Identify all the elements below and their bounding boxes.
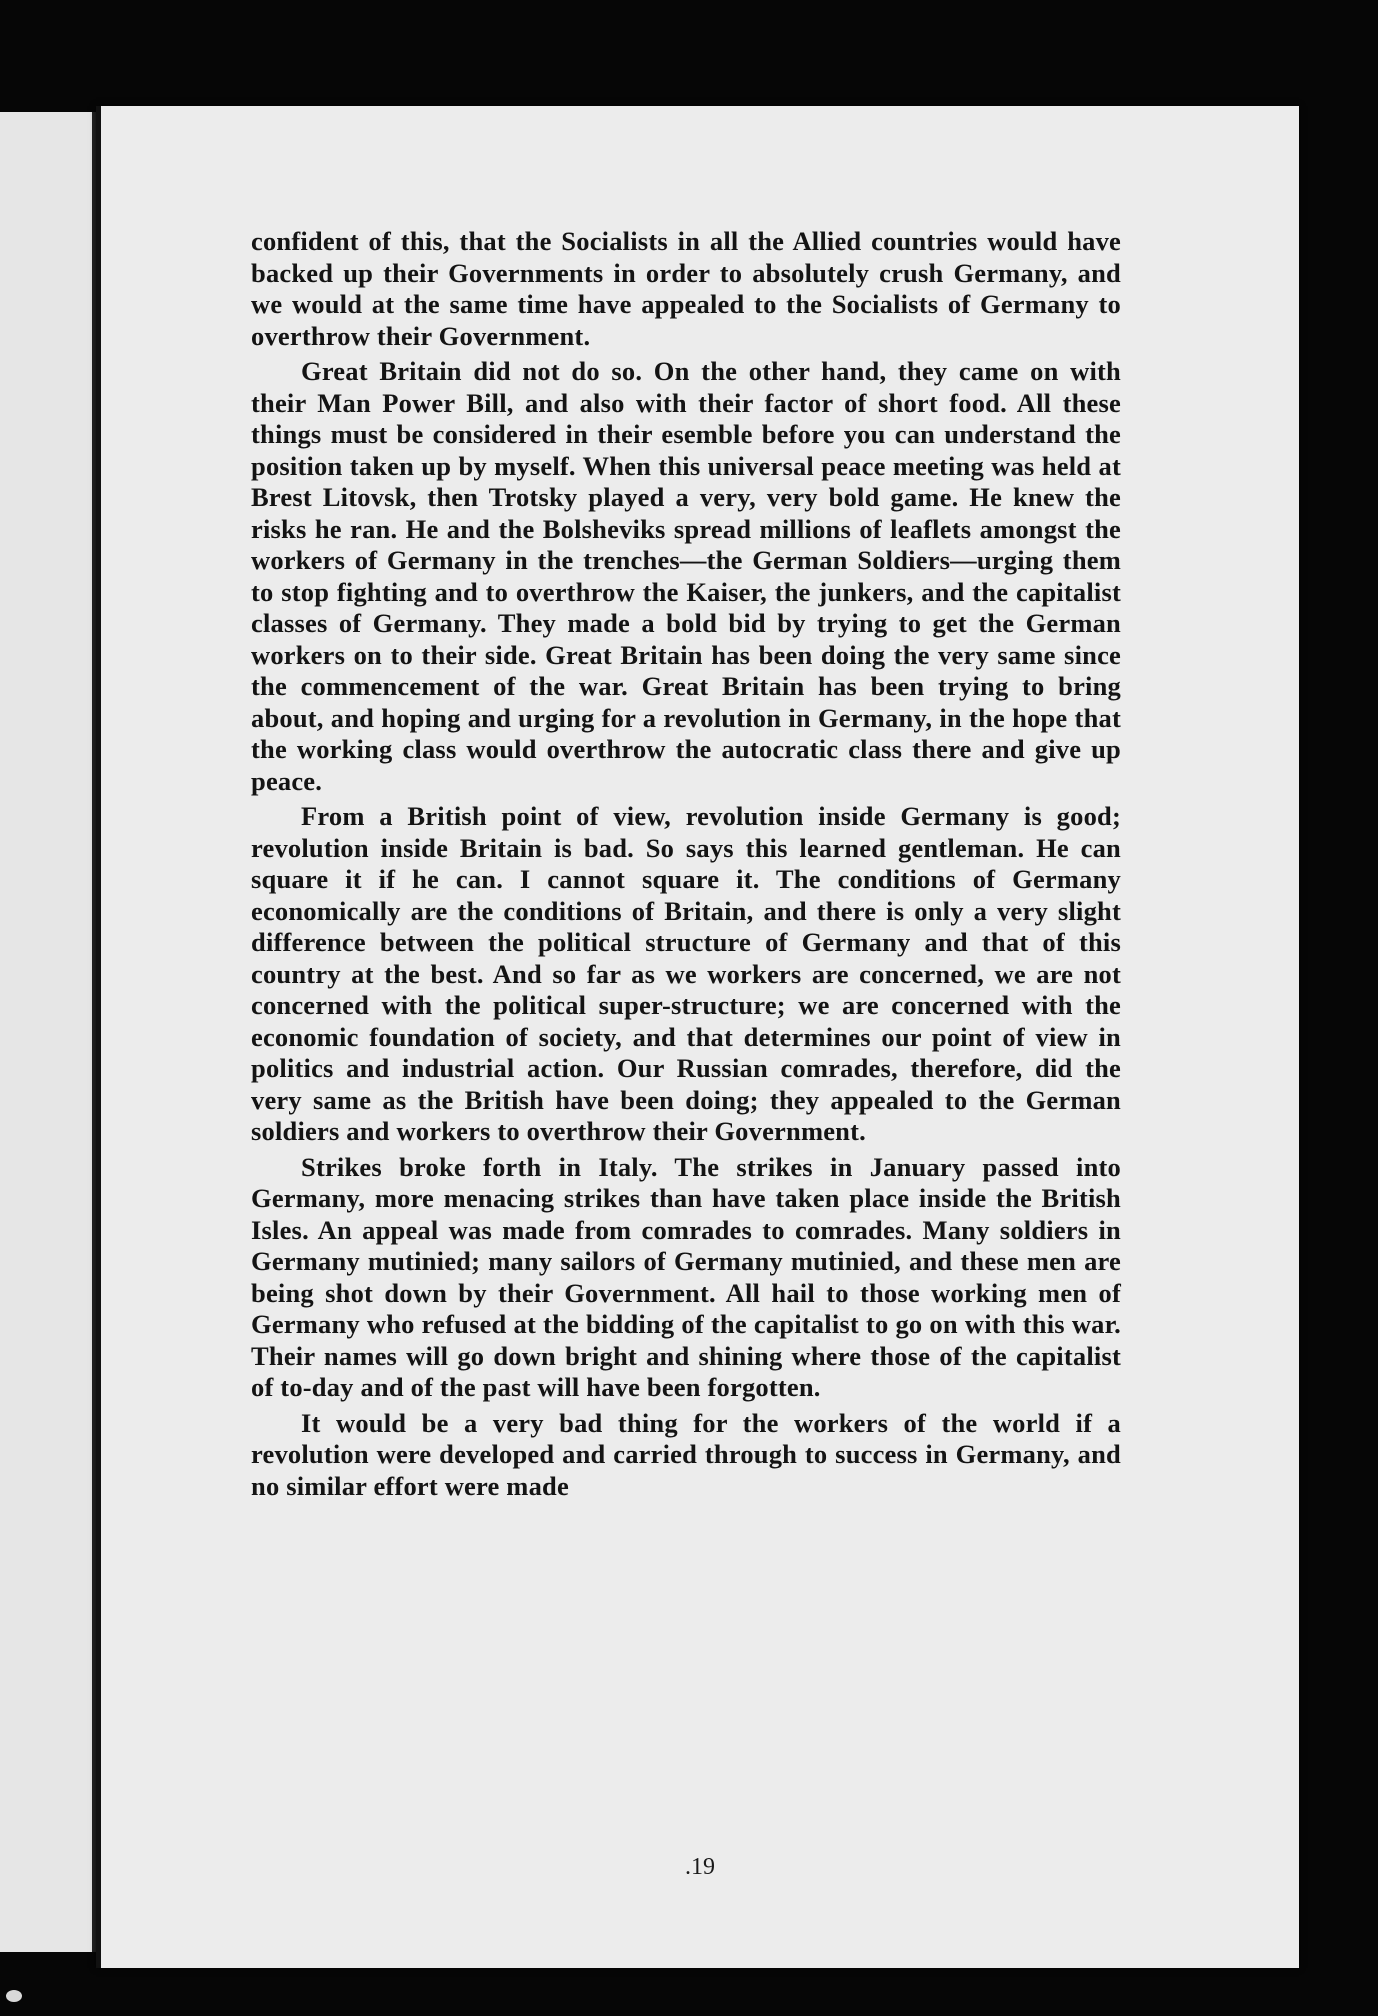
body-text [251,226,1121,1502]
paragraph-1: confident of this, that the Socialists in all the Allied countries would have backed up their Governments in order to absolutely crush Germany, and we would at the same time have appealed to the Socialists of Germany to overthrow their Government. [251,226,1121,351]
previous-page-edge [0,112,96,1952]
scan-artifact [6,1990,22,2002]
paragraph-3: From a British point of view, revolution inside Germany is good; revolution inside Britain is bad. So says this learned gentleman. He can square it if he can. I cannot square it. The conditions of Germany economically are the conditions of Britain, and there is only a very slight difference between the political structure of Germany and that of this country at the best. And so far as we workers are concerned, we are not concerned with the political super-structure; we are concerned with the economic foundation of society, and that determines our point of view in politics and industrial action. Our Russian comrades, therefore, did the very same as the British have been doing; they appealed to the German soldiers and workers to overthrow their Government. [251,801,1121,1146]
paragraph-5: It would be a very bad thing for the workers of the world if a revolution were developed and carried through to success in Germany, and no similar effort were made [251,1407,1121,1501]
paragraph-2: Great Britain did not do so. On the other hand, they came on with their Man Power Bill, and also with their factor of short food. All these things must be considered in their esemble before you can understand the position taken up by myself. When this universal peace meeting was held at Brest Litovsk, then Trotsky played a very, very bold game. He knew the risks he ran. He and the Bolsheviks spread millions of leaflets amongst the workers of Germany in the trenches—the German Soldiers—urging them to stop fighting and to overthrow the Kaiser, the junkers, and the capitalist classes of Germany. They made a bold bid by trying to get the German workers on to their side. Great Britain has been doing the very same since the commencement of the war. Great Britain has been trying to bring about, and hoping and urging for a revolution in Germany, in the hope that the working class would overthrow the autocratic class there and give up peace. [251,356,1121,796]
page-number: .19 [685,1854,715,1880]
paragraph-4: Strikes broke forth in Italy. The strikes in January passed into Germany, more menacing strikes than have taken place inside the British Isles. An appeal was made from comrades to comrades. Many soldiers in Germany mutinied; many sailors of Germany mutinied, and these men are being shot down by their Government. All hail to those working men of Germany who refused at the bidding of the capitalist to go on with this war. Their names will go down bright and shining where those of the capitalist of to-day and of the past will have been forgotten. [251,1151,1121,1402]
book-page [96,106,1299,1968]
